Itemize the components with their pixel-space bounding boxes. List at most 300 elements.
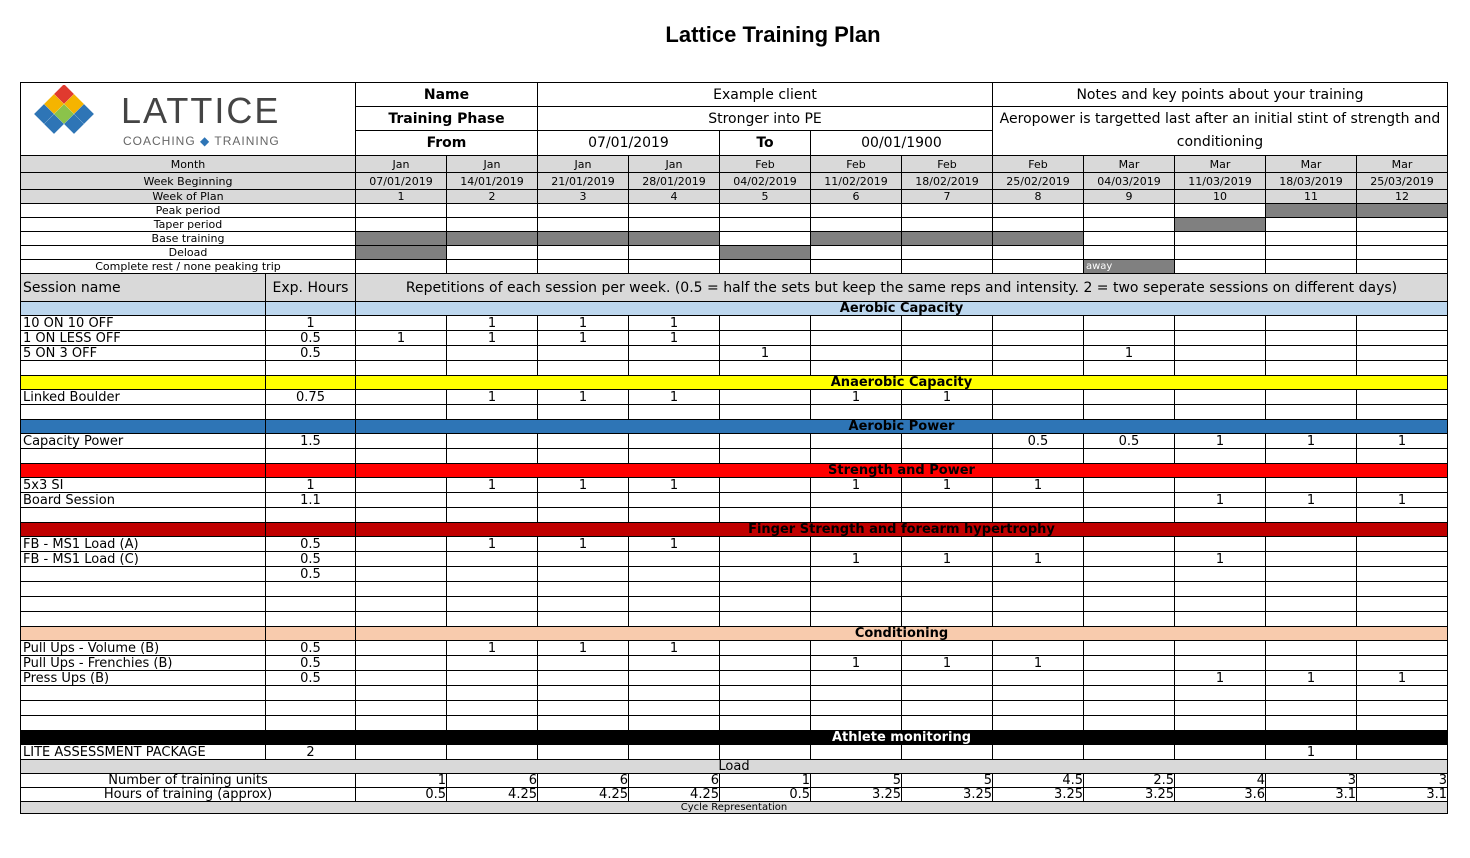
to-label: To (720, 131, 811, 156)
period-label: Deload (21, 246, 356, 260)
session-hours: 0.5 (266, 567, 356, 582)
period-cell (902, 246, 993, 260)
session-value (720, 671, 811, 686)
period-cell (1357, 260, 1448, 274)
period-cell (1266, 260, 1357, 274)
session-value (1357, 745, 1448, 760)
session-value: 1 (720, 346, 811, 361)
period-cell (902, 218, 993, 232)
units-value: 1 (356, 774, 447, 788)
session-value: 1 (902, 390, 993, 405)
session-value (1266, 686, 1357, 701)
session-value (902, 537, 993, 552)
session-name: 10 ON 10 OFF (21, 316, 266, 331)
week-number-cell: 8 (993, 190, 1084, 204)
session-value: 1 (447, 537, 538, 552)
session-hours: 1 (266, 478, 356, 493)
session-value (1175, 582, 1266, 597)
session-value (993, 716, 1084, 731)
session-value: 1 (447, 331, 538, 346)
session-value (811, 567, 902, 582)
month-cell: Jan (356, 156, 447, 173)
session-value (1175, 316, 1266, 331)
session-value (1084, 612, 1175, 627)
period-cell (1357, 232, 1448, 246)
session-value: 0.5 (1084, 434, 1175, 449)
week-number-cell: 4 (629, 190, 720, 204)
session-value (1357, 449, 1448, 464)
session-value (1175, 686, 1266, 701)
from-value: 07/01/2019 (538, 131, 720, 156)
session-name (21, 567, 266, 582)
period-cell (447, 218, 538, 232)
session-value (538, 552, 629, 567)
session-value (356, 671, 447, 686)
section-band-left (21, 302, 266, 316)
session-value (811, 449, 902, 464)
session-value (1084, 686, 1175, 701)
session-value (629, 493, 720, 508)
session-value (447, 552, 538, 567)
period-cell (720, 246, 811, 260)
session-value: 1 (538, 641, 629, 656)
session-value (629, 686, 720, 701)
session-value: 1 (902, 552, 993, 567)
session-hours: 1.5 (266, 434, 356, 449)
session-hours (266, 597, 356, 612)
session-value (1084, 716, 1175, 731)
page-title: Lattice Training Plan (665, 22, 881, 47)
section-band-left (266, 523, 356, 537)
session-value (993, 390, 1084, 405)
session-value (993, 641, 1084, 656)
week-date-cell: 25/02/2019 (993, 173, 1084, 190)
session-value: 1 (902, 478, 993, 493)
session-value (720, 405, 811, 420)
session-value (629, 449, 720, 464)
exp-hours-header: Exp. Hours (266, 274, 356, 302)
hours-value: 3.6 (1175, 788, 1266, 802)
session-value (811, 493, 902, 508)
week-date-cell: 11/03/2019 (1175, 173, 1266, 190)
month-cell: Feb (902, 156, 993, 173)
session-value (1266, 316, 1357, 331)
session-value (902, 405, 993, 420)
section-band-left (21, 523, 266, 537)
session-hours (266, 701, 356, 716)
session-value (1084, 478, 1175, 493)
session-hours (266, 508, 356, 523)
session-value (356, 701, 447, 716)
session-value (538, 346, 629, 361)
session-value (629, 745, 720, 760)
section-band-left (266, 420, 356, 434)
month-cell: Mar (1175, 156, 1266, 173)
week-number-cell: 1 (356, 190, 447, 204)
session-value (538, 701, 629, 716)
session-value (720, 390, 811, 405)
session-value (356, 582, 447, 597)
session-value (720, 686, 811, 701)
notes-title: Notes and key points about your training (993, 83, 1448, 107)
session-value (1266, 390, 1357, 405)
session-value (1084, 701, 1175, 716)
week-number-cell: 6 (811, 190, 902, 204)
session-value (1357, 331, 1448, 346)
session-value: 1 (902, 656, 993, 671)
session-value (1175, 745, 1266, 760)
period-cell (356, 246, 447, 260)
week-number-cell: 2 (447, 190, 538, 204)
period-cell (447, 246, 538, 260)
name-value: Example client (538, 83, 993, 107)
session-value (720, 331, 811, 346)
section-title: Finger Strength and forearm hypertrophy (356, 523, 1448, 537)
period-cell (538, 204, 629, 218)
period-cell (993, 260, 1084, 274)
session-value (993, 567, 1084, 582)
session-value (811, 612, 902, 627)
period-cell (902, 232, 993, 246)
units-value: 4.5 (993, 774, 1084, 788)
session-value (1084, 390, 1175, 405)
session-value: 1 (1357, 434, 1448, 449)
session-value (1357, 361, 1448, 376)
session-value (1084, 597, 1175, 612)
session-value (993, 405, 1084, 420)
session-value (1084, 508, 1175, 523)
session-name: 5x3 SI (21, 478, 266, 493)
session-value (902, 434, 993, 449)
session-hours (266, 449, 356, 464)
session-value: 1 (447, 316, 538, 331)
period-cell (993, 204, 1084, 218)
period-cell (1084, 204, 1175, 218)
session-value: 1 (538, 390, 629, 405)
session-value (811, 346, 902, 361)
period-cell (1084, 232, 1175, 246)
session-hours: 0.5 (266, 346, 356, 361)
period-cell (1175, 218, 1266, 232)
period-cell (720, 260, 811, 274)
period-cell (1357, 218, 1448, 232)
section-title: Athlete monitoring (356, 731, 1448, 745)
units-value: 2.5 (1084, 774, 1175, 788)
week-number-cell: 10 (1175, 190, 1266, 204)
period-cell (356, 218, 447, 232)
session-value (1175, 656, 1266, 671)
session-value (447, 361, 538, 376)
session-value (356, 346, 447, 361)
session-value (720, 656, 811, 671)
session-value (1084, 493, 1175, 508)
week-date-cell: 28/01/2019 (629, 173, 720, 190)
session-value (811, 686, 902, 701)
session-value (538, 656, 629, 671)
units-value: 3 (1266, 774, 1357, 788)
session-value (538, 716, 629, 731)
session-value (629, 612, 720, 627)
session-value (356, 745, 447, 760)
session-value (1175, 701, 1266, 716)
session-value (811, 537, 902, 552)
session-value (447, 582, 538, 597)
session-value (720, 316, 811, 331)
period-cell (720, 204, 811, 218)
session-value (902, 701, 993, 716)
session-value (720, 716, 811, 731)
session-value (1084, 656, 1175, 671)
period-label: Peak period (21, 204, 356, 218)
session-value (629, 346, 720, 361)
period-cell (356, 260, 447, 274)
session-value: 1 (993, 478, 1084, 493)
session-value (1175, 346, 1266, 361)
session-hours: 0.5 (266, 552, 356, 567)
session-value (902, 346, 993, 361)
period-cell (538, 260, 629, 274)
hours-value: 0.5 (720, 788, 811, 802)
training-plan-table (20, 82, 1448, 814)
session-value (356, 316, 447, 331)
week-date-cell: 07/01/2019 (356, 173, 447, 190)
session-value: 1 (629, 390, 720, 405)
session-name: Press Ups (B) (21, 671, 266, 686)
session-value (1357, 612, 1448, 627)
session-value (811, 331, 902, 346)
to-value: 00/01/1900 (811, 131, 993, 156)
session-value (1266, 552, 1357, 567)
session-value (902, 612, 993, 627)
week-date-cell: 25/03/2019 (1357, 173, 1448, 190)
section-band-left (21, 420, 266, 434)
session-name (21, 508, 266, 523)
session-value (629, 716, 720, 731)
session-value (538, 361, 629, 376)
session-name (21, 701, 266, 716)
session-value (356, 597, 447, 612)
session-value (1175, 567, 1266, 582)
session-value (1175, 331, 1266, 346)
session-value (1266, 405, 1357, 420)
session-value (1175, 508, 1266, 523)
period-cell (1357, 246, 1448, 260)
session-value (811, 316, 902, 331)
session-value (720, 449, 811, 464)
session-value (993, 686, 1084, 701)
session-value (902, 686, 993, 701)
week-number-cell: 9 (1084, 190, 1175, 204)
session-hours: 2 (266, 745, 356, 760)
session-value (447, 434, 538, 449)
session-value (811, 361, 902, 376)
logo-sub-right: TRAINING (214, 134, 280, 148)
session-value (1357, 478, 1448, 493)
session-value: 1 (538, 537, 629, 552)
week-number-cell: 11 (1266, 190, 1357, 204)
session-value (447, 597, 538, 612)
session-value (902, 316, 993, 331)
session-value (1266, 346, 1357, 361)
hours-value: 3.25 (811, 788, 902, 802)
week-date-cell: 04/03/2019 (1084, 173, 1175, 190)
session-value (1357, 567, 1448, 582)
week-number-cell: 12 (1357, 190, 1448, 204)
session-value (629, 361, 720, 376)
session-value (356, 493, 447, 508)
session-value (1084, 567, 1175, 582)
section-title: Aerobic Capacity (356, 302, 1448, 316)
session-name: FB - MS1 Load (A) (21, 537, 266, 552)
session-name: Linked Boulder (21, 390, 266, 405)
session-value (902, 331, 993, 346)
period-cell (1357, 204, 1448, 218)
period-cell (902, 204, 993, 218)
week-beginning-label: Week Beginning (21, 173, 356, 190)
session-name (21, 612, 266, 627)
session-value (1266, 537, 1357, 552)
period-cell (629, 260, 720, 274)
session-value (538, 493, 629, 508)
period-cell (1266, 232, 1357, 246)
session-value (356, 434, 447, 449)
session-value: 1 (811, 552, 902, 567)
period-cell (1266, 204, 1357, 218)
session-value (1175, 612, 1266, 627)
session-value (356, 641, 447, 656)
period-cell (811, 246, 902, 260)
session-value (538, 745, 629, 760)
units-value: 5 (902, 774, 993, 788)
session-value (1357, 390, 1448, 405)
session-value (811, 716, 902, 731)
hours-value: 4.25 (447, 788, 538, 802)
session-value (902, 745, 993, 760)
section-band-left (21, 731, 266, 745)
logo-sub-left: COACHING (123, 134, 196, 148)
session-name (21, 686, 266, 701)
session-value (629, 597, 720, 612)
period-cell (993, 218, 1084, 232)
month-label: Month (21, 156, 356, 173)
session-value: 1 (1266, 434, 1357, 449)
session-value (1266, 449, 1357, 464)
hours-value: 3.1 (1357, 788, 1448, 802)
session-name: 5 ON 3 OFF (21, 346, 266, 361)
session-value (1266, 701, 1357, 716)
period-cell (902, 260, 993, 274)
name-label: Name (356, 83, 538, 107)
session-value: 1 (1266, 745, 1357, 760)
session-value (629, 671, 720, 686)
week-of-plan-label: Week of Plan (21, 190, 356, 204)
session-value: 1 (1266, 493, 1357, 508)
session-value (356, 390, 447, 405)
session-value (538, 508, 629, 523)
session-value: 1 (1175, 434, 1266, 449)
month-cell: Mar (1357, 156, 1448, 173)
session-value (1266, 612, 1357, 627)
session-value: 0.5 (993, 434, 1084, 449)
session-value (1266, 508, 1357, 523)
session-value (720, 582, 811, 597)
session-value: 1 (447, 390, 538, 405)
period-cell (447, 232, 538, 246)
section-band-left (266, 302, 356, 316)
session-value (720, 567, 811, 582)
period-cell (1175, 232, 1266, 246)
session-value (538, 612, 629, 627)
session-name: Board Session (21, 493, 266, 508)
month-cell: Mar (1266, 156, 1357, 173)
hours-value: 3.25 (993, 788, 1084, 802)
session-value (720, 612, 811, 627)
session-value (1357, 686, 1448, 701)
session-value (629, 552, 720, 567)
session-value (902, 671, 993, 686)
session-value (902, 582, 993, 597)
hours-value: 3.1 (1266, 788, 1357, 802)
month-cell: Jan (629, 156, 720, 173)
session-value (1084, 405, 1175, 420)
session-value: 1 (1357, 671, 1448, 686)
session-value (1175, 478, 1266, 493)
session-value (447, 346, 538, 361)
session-value (902, 716, 993, 731)
session-value (1357, 582, 1448, 597)
session-hours (266, 361, 356, 376)
session-value (902, 508, 993, 523)
notes-body (993, 107, 1448, 156)
units-value: 6 (538, 774, 629, 788)
session-value (1084, 361, 1175, 376)
session-value (447, 405, 538, 420)
session-value (1175, 449, 1266, 464)
session-hours (266, 405, 356, 420)
month-cell: Feb (993, 156, 1084, 173)
week-date-cell: 11/02/2019 (811, 173, 902, 190)
period-cell (356, 204, 447, 218)
session-value (447, 656, 538, 671)
section-band-left (21, 376, 266, 390)
session-value (1175, 405, 1266, 420)
session-value (1084, 745, 1175, 760)
period-cell (993, 246, 1084, 260)
session-value (1266, 641, 1357, 656)
phase-value: Stronger into PE (538, 107, 993, 131)
session-value (1084, 316, 1175, 331)
session-value (811, 641, 902, 656)
hours-value: 4.25 (538, 788, 629, 802)
week-date-cell: 18/02/2019 (902, 173, 993, 190)
week-number-cell: 5 (720, 190, 811, 204)
session-name (21, 405, 266, 420)
session-value (993, 508, 1084, 523)
session-value (1357, 537, 1448, 552)
session-value (1357, 552, 1448, 567)
session-value (356, 686, 447, 701)
notes-line2: conditioning (1176, 134, 1264, 150)
session-hours (266, 716, 356, 731)
notes-line1: Aeropower is targetted last after an initial stint of strength and (999, 111, 1441, 127)
session-value (538, 449, 629, 464)
period-cell (811, 232, 902, 246)
session-value (811, 745, 902, 760)
session-value (993, 701, 1084, 716)
session-value (447, 493, 538, 508)
period-cell (1084, 218, 1175, 232)
section-title: Anaerobic Capacity (356, 376, 1448, 390)
